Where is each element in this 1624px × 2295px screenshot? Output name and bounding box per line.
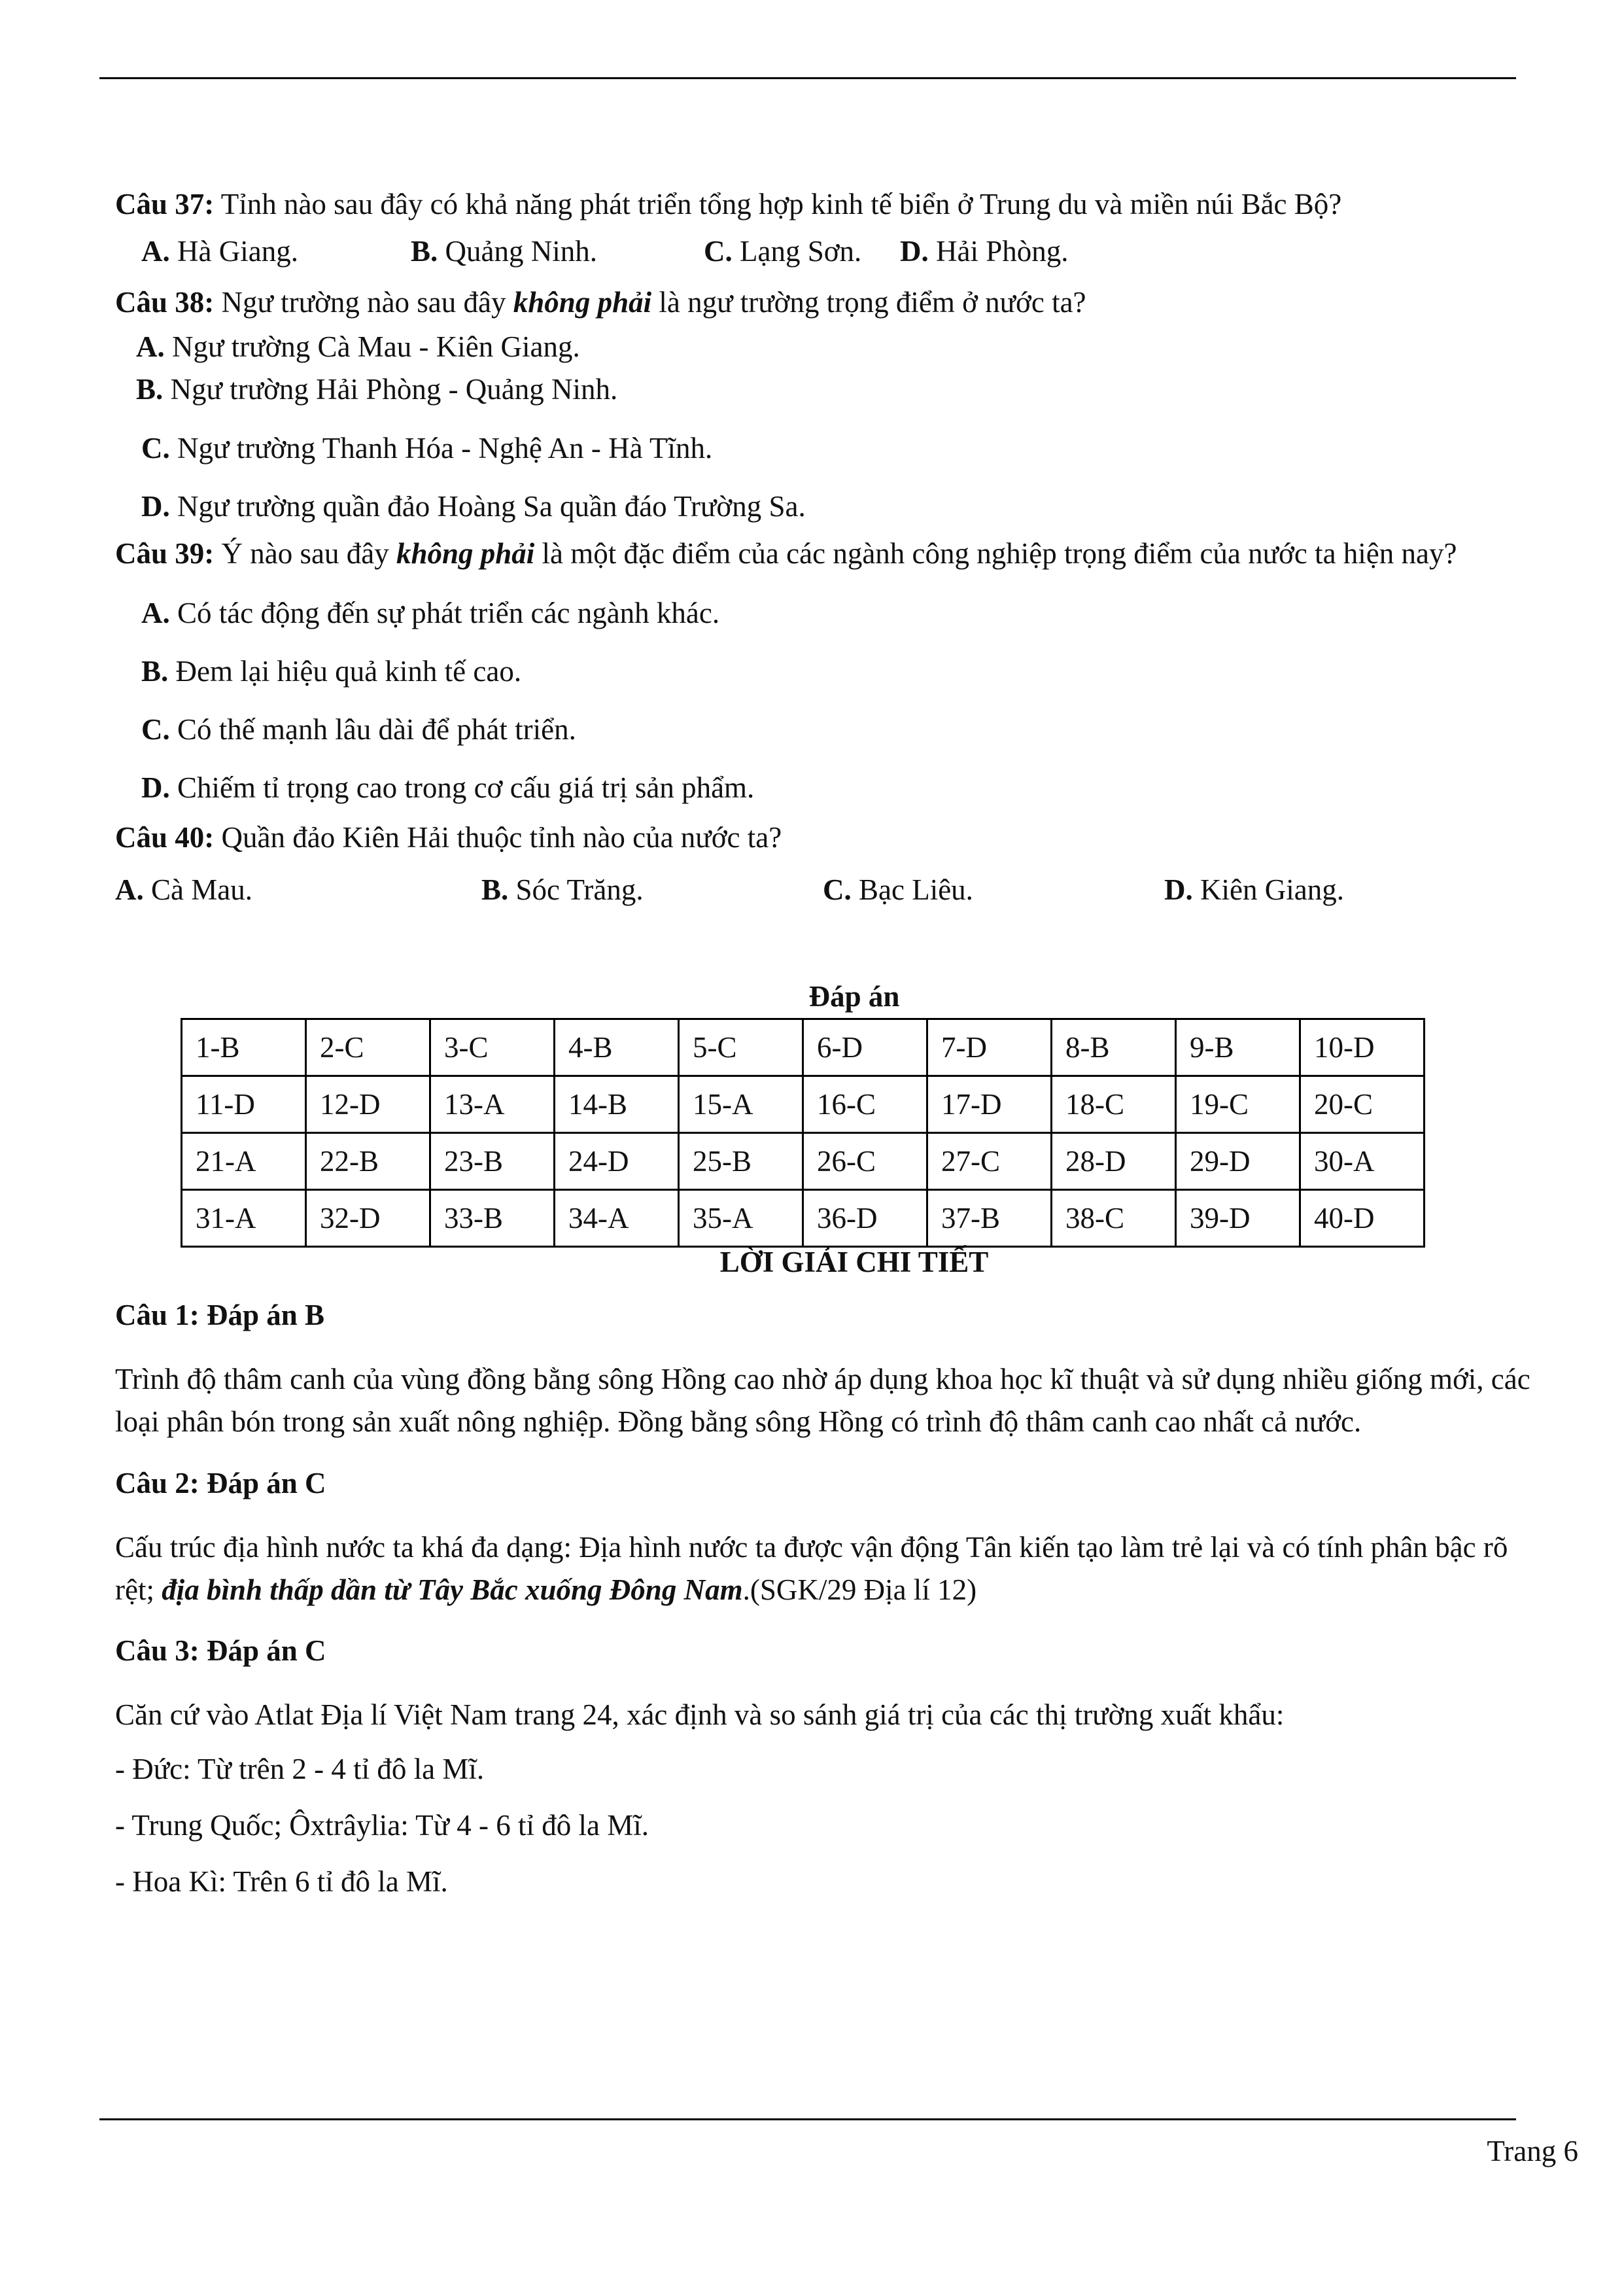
solution-3-line: - Đức: Từ trên 2 - 4 tỉ đô la Mĩ. (115, 1753, 485, 1786)
option-a: A. Có tác động đến sự phát triển các ngành khác. (141, 596, 720, 629)
answer-cell: 8-B (1052, 1019, 1176, 1076)
option-d: D. Hải Phòng. (900, 235, 1069, 268)
question-37-options (115, 228, 1547, 275)
answer-cell: 20-C (1300, 1076, 1425, 1132)
answer-cell: 31-A (182, 1189, 306, 1246)
option-d: D. Chiếm tỉ trọng cao trong cơ cấu giá trị sản phẩm. (141, 771, 755, 805)
answer-cell: 27-C (927, 1132, 1052, 1189)
answer-cell: 35-A (679, 1189, 803, 1246)
answer-cell: 19-C (1176, 1076, 1300, 1132)
option-d: D. Ngư trường quần đảo Hoàng Sa quần đáo Trường Sa. (141, 489, 806, 523)
answer-cell: 21-A (182, 1132, 306, 1189)
option-a: A. Hà Giang. (141, 235, 298, 268)
answer-row (182, 1132, 1425, 1189)
answer-cell: 12-D (306, 1076, 430, 1132)
answer-cell: 14-B (555, 1076, 679, 1132)
solution-2-body: Cấu trúc địa hình nước ta khá đa dạng: Địa hình nước ta được vận động Tân kiến tạo làm trẻ lại và có tính phân bậc rõ rệt; địa bình thấp dần từ Tây Bắc xuống Đông Nam.(SGK/29 Địa lí 12) (115, 1530, 1508, 1606)
header-rule (99, 77, 1516, 79)
answer-cell: 18-C (1052, 1076, 1176, 1132)
answer-cell: 39-D (1176, 1189, 1300, 1246)
question-40: Câu 40: Quần đảo Kiên Hải thuộc tỉnh nào của nước ta? (115, 820, 782, 854)
answer-cell: 17-D (927, 1076, 1052, 1132)
answer-cell: 15-A (679, 1076, 803, 1132)
answer-cell: 9-B (1176, 1019, 1300, 1076)
answer-cell: 25-B (679, 1132, 803, 1189)
question-text: Tỉnh nào sau đây có khả năng phát triển tổng hợp kinh tế biển ở Trung du và miền núi Bắc Bộ? (214, 188, 1342, 220)
answer-cell: 28-D (1052, 1132, 1176, 1189)
option-c: C. Bạc Liêu. (823, 873, 973, 906)
answer-row (182, 1189, 1425, 1246)
answer-cell: 23-B (430, 1132, 555, 1189)
footer-rule (99, 2118, 1516, 2120)
answer-cell: 10-D (1300, 1019, 1425, 1076)
answer-cell: 29-D (1176, 1132, 1300, 1189)
answer-cell: 33-B (430, 1189, 555, 1246)
answer-cell: 26-C (803, 1132, 927, 1189)
answer-cell: 40-D (1300, 1189, 1425, 1246)
answer-cell: 24-D (555, 1132, 679, 1189)
question-38: Câu 38: Ngư trường nào sau đây không phải là ngư trường trọng điểm ở nước ta? (115, 286, 1086, 319)
answer-cell: 38-C (1052, 1189, 1176, 1246)
answer-cell: 32-D (306, 1189, 430, 1246)
answer-title: Đáp án (808, 979, 900, 1013)
solution-2-heading: Câu 2: Đáp án C (115, 1466, 326, 1499)
answer-cell: 30-A (1300, 1132, 1425, 1189)
answer-cell: 2-C (306, 1019, 430, 1076)
answer-table (181, 1018, 1425, 1248)
solution-1-body: Trình độ thâm canh của vùng đồng bằng sông Hồng cao nhờ áp dụng khoa học kĩ thuật và sử dụng nhiều giống mới, các loại phân bón trong sản xuất nông nghiệp. Đồng bằng sông Hồng có trình độ thâm canh cao nhất cả nước. (115, 1363, 1530, 1439)
answer-cell: 13-A (430, 1076, 555, 1132)
page-number: Trang 6 (1487, 2135, 1578, 2167)
option-c: C. Có thế mạnh lâu dài để phát triển. (141, 713, 576, 746)
solution-1-heading: Câu 1: Đáp án B (115, 1299, 325, 1331)
option-a: A. Cà Mau. (115, 873, 252, 906)
option-b: B. Ngư trường Hải Phòng - Quảng Ninh. (136, 373, 618, 406)
option-b: B. Đem lại hiệu quả kinh tế cao. (141, 654, 522, 688)
option-a: A. Ngư trường Cà Mau - Kiên Giang. (136, 330, 580, 363)
answer-cell: 4-B (555, 1019, 679, 1076)
answer-cell: 1-B (182, 1019, 306, 1076)
answer-cell: 5-C (679, 1019, 803, 1076)
solution-3-line: - Trung Quốc; Ôxtrâylia: Từ 4 - 6 tỉ đô la Mĩ. (115, 1809, 649, 1842)
answer-cell: 3-C (430, 1019, 555, 1076)
option-d: D. Kiên Giang. (1164, 873, 1344, 906)
answer-cell: 34-A (555, 1189, 679, 1246)
solution-3-heading: Câu 3: Đáp án C (115, 1634, 326, 1667)
option-c: C. Lạng Sơn. (704, 235, 862, 268)
option-b: B. Quảng Ninh. (411, 235, 597, 268)
option-c: C. Ngư trường Thanh Hóa - Nghệ An - Hà Tĩnh. (141, 431, 713, 464)
solution-3-line: - Hoa Kì: Trên 6 tỉ đô la Mĩ. (115, 1865, 448, 1899)
answer-cell: 11-D (182, 1076, 306, 1132)
question-40-options (115, 866, 1547, 913)
answer-cell: 6-D (803, 1019, 927, 1076)
answer-cell: 37-B (927, 1189, 1052, 1246)
answer-row (182, 1076, 1425, 1132)
question-39: Câu 39: Ý nào sau đây không phải là một đặc điểm của các ngành công nghiệp trọng điểm của nước ta hiện nay? (115, 537, 1457, 570)
solution-3-body: Căn cứ vào Atlat Địa lí Việt Nam trang 24, xác định và so sánh giá trị của các thị trường xuất khẩu: (115, 1698, 1285, 1731)
answer-cell: 22-B (306, 1132, 430, 1189)
question-label: Câu 37: (115, 188, 215, 220)
answer-cell: 36-D (803, 1189, 927, 1246)
answer-row (182, 1019, 1425, 1076)
option-b: B. Sóc Trăng. (481, 873, 644, 906)
answer-cell: 16-C (803, 1076, 927, 1132)
page-content (115, 177, 1547, 1905)
question-37 (115, 181, 1547, 228)
solution-title: LỜI GIẢI CHI TIẾT (719, 1245, 989, 1278)
answer-cell: 7-D (927, 1019, 1052, 1076)
